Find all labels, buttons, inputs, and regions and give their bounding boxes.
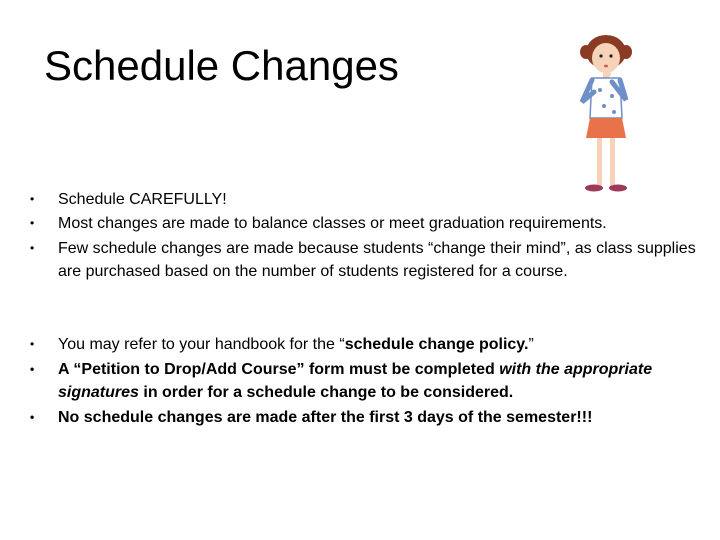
bullet-item-petition: • A “Petition to Drop/Add Course” form must be completed with the appropriate signatures in order for a schedule change to be considered.	[58, 358, 698, 404]
bullet-marker: •	[30, 410, 35, 424]
bullet-marker: •	[30, 241, 35, 255]
signatures-emphasis: with the appropriate signatures	[58, 361, 653, 401]
bullet-marker: •	[30, 216, 35, 230]
bullet-item-deadline: • No schedule changes are made after the first 3 days of the semester!!!	[58, 406, 698, 429]
bullet-item: • Most changes are made to balance classes or meet graduation requirements.	[58, 212, 698, 235]
bullet-item: • Schedule CAREFULLY!	[58, 188, 698, 211]
bullet-item: • Few schedule changes are made because students “change their mind”, as class supplies are purchased based on the number of students registered for a course.	[58, 237, 698, 283]
slide-title: Schedule Changes	[44, 42, 399, 89]
thinking-girl-icon	[570, 30, 642, 198]
bullet-marker: •	[30, 362, 35, 376]
bullet-item-handbook: • You may refer to your handbook for the “schedule change policy.”	[58, 333, 698, 356]
bullet-marker: •	[30, 192, 35, 206]
bullet-marker: •	[30, 337, 35, 351]
policy-name: schedule change policy.	[344, 336, 529, 353]
